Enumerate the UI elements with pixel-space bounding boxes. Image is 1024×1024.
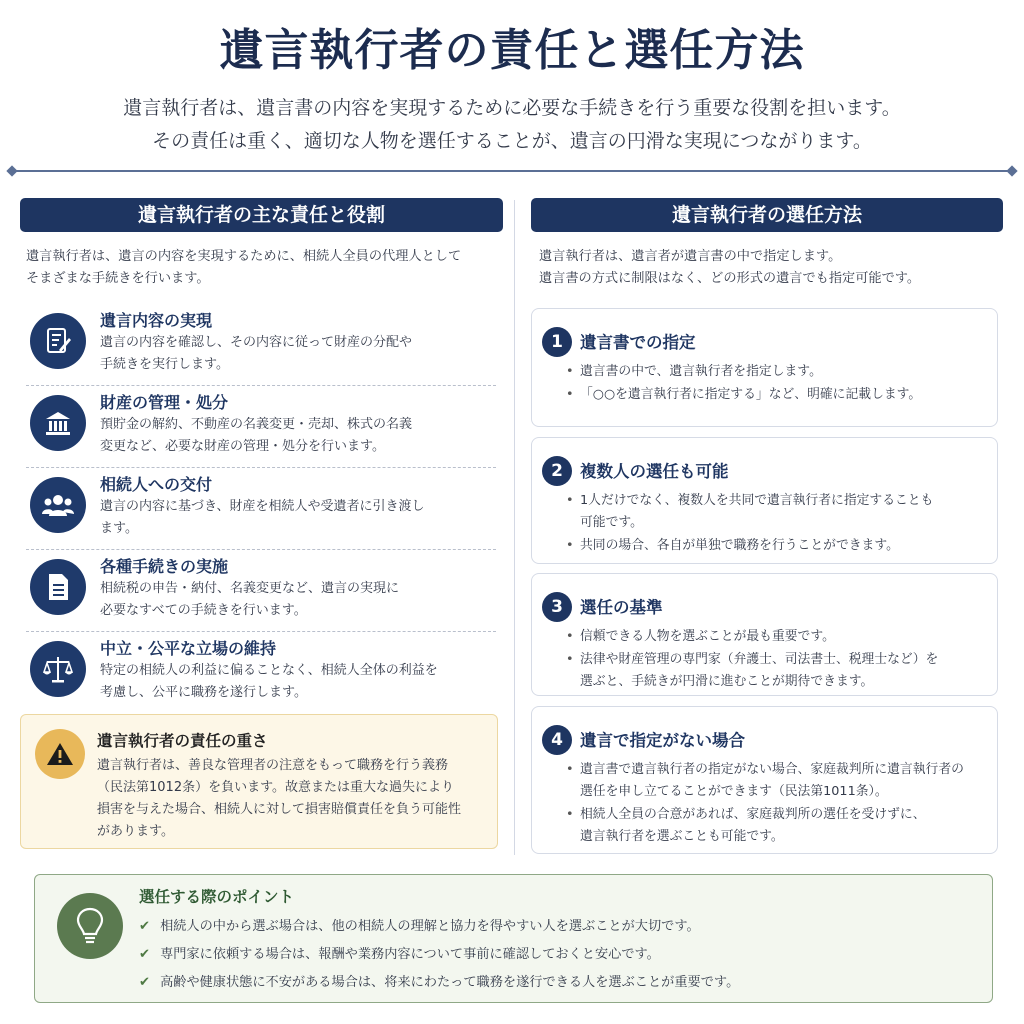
duty-description: 遺言の内容に基づき、財産を相続人や受遺者に引き渡し ます。 bbox=[100, 499, 425, 536]
right-section-intro: 遺言執行者は、遺言者が遺言書の中で指定します。 遺言書の方式に制限はなく、どの形式の遺言でも指定可能です。 bbox=[539, 249, 921, 286]
right-section-heading: 遺言執行者の選任方法 bbox=[531, 198, 1003, 232]
document-pen-icon bbox=[30, 313, 86, 369]
card-bullets bbox=[566, 361, 921, 407]
responsibility-warning-box bbox=[20, 714, 498, 849]
selection-card-4 bbox=[531, 706, 998, 854]
duty-description: 相続税の申告・納付、名義変更など、遺言の実現に 必要なすべての手続きを行います。 bbox=[100, 581, 400, 618]
check-icon: ✔ bbox=[139, 975, 151, 990]
duty-item-asset-management bbox=[26, 386, 496, 468]
tip-item: ✔ 専門家に依頼する場合は、報酬や業務内容について事前に確認しておくと安心です。 bbox=[139, 947, 660, 962]
duty-title: 各種手続きの実施 bbox=[100, 557, 229, 576]
lightbulb-icon bbox=[57, 893, 123, 959]
selection-card-2 bbox=[531, 437, 998, 564]
card-bullets bbox=[566, 490, 933, 558]
step-number-badge: 3 bbox=[542, 592, 572, 622]
header-divider bbox=[10, 170, 1014, 172]
bullet-item: • 法律や財産管理の専門家（弁護士、司法書士、税理士など）を 選ぶと、手続きが円滑に進むことが期待できます。 bbox=[566, 649, 938, 693]
bullet-item: • 信頼できる人物を選ぶことが最も重要です。 bbox=[566, 626, 938, 648]
check-icon: ✔ bbox=[139, 919, 151, 934]
check-icon: ✔ bbox=[139, 947, 151, 962]
selection-card-3 bbox=[531, 573, 998, 696]
warning-text: 遺言執行者は、善良な管理者の注意をもって職務を行う義務 （民法第1012条）を負います。故意または重大な過失により 損害を与えた場合、相続人に対して損害賠償責任を負う可能性 があります。 bbox=[97, 758, 462, 839]
duty-description: 特定の相続人の利益に偏ることなく、相続人全体の利益を 考慮し、公平に職務を遂行します。 bbox=[100, 663, 438, 700]
selection-tips-box bbox=[34, 874, 993, 1003]
duty-description: 遺言の内容を確認し、その内容に従って財産の分配や 手続きを実行します。 bbox=[100, 335, 413, 372]
people-group-icon bbox=[30, 477, 86, 533]
bullet-item: • 「○○を遺言執行者に指定する」など、明確に記載します。 bbox=[566, 384, 921, 406]
card-bullets bbox=[566, 626, 938, 694]
intro-line-1: 遺言執行者は、遺言書の内容を実現するために必要な手続きを行う重要な役割を担います。 bbox=[123, 97, 901, 119]
duty-item-realization bbox=[26, 304, 496, 386]
step-number-badge: 4 bbox=[542, 725, 572, 755]
step-number-badge: 2 bbox=[542, 456, 572, 486]
warning-icon bbox=[35, 729, 85, 779]
tips-title: 選任する際のポイント bbox=[139, 888, 295, 906]
scales-icon bbox=[30, 641, 86, 697]
selection-card-1 bbox=[531, 308, 998, 427]
duty-description: 預貯金の解約、不動産の名義変更・売却、株式の名義 変更など、必要な財産の管理・処分を行います。 bbox=[100, 417, 413, 454]
left-section-heading: 遺言執行者の主な責任と役割 bbox=[20, 198, 503, 232]
duty-title: 相続人への交付 bbox=[100, 475, 213, 494]
bullet-item: • 1人だけでなく、複数人を共同で遺言執行者に指定することも 可能です。 bbox=[566, 490, 933, 534]
card-title: 複数人の選任も可能 bbox=[580, 462, 729, 481]
duty-title: 中立・公平な立場の維持 bbox=[100, 639, 277, 658]
left-section-intro: 遺言執行者は、遺言の内容を実現するために、相続人全員の代理人として そまざまな手続きを行います。 bbox=[26, 249, 462, 286]
card-title: 遺言で指定がない場合 bbox=[580, 731, 745, 750]
card-title: 選任の基準 bbox=[580, 598, 663, 617]
bullet-item: • 共同の場合、各自が単独で職務を行うことができます。 bbox=[566, 535, 933, 557]
duty-title: 財産の管理・処分 bbox=[100, 393, 229, 412]
duty-item-delivery bbox=[26, 468, 496, 550]
duty-title: 遺言内容の実現 bbox=[100, 311, 213, 330]
warning-title: 遺言執行者の責任の重さ bbox=[97, 732, 268, 750]
bank-building-icon bbox=[30, 395, 86, 451]
step-number-badge: 1 bbox=[542, 327, 572, 357]
bullet-item: • 相続人全員の合意があれば、家庭裁判所の選任を受けずに、 遺言執行者を選ぶことも可能です。 bbox=[566, 804, 964, 848]
document-icon bbox=[30, 559, 86, 615]
bullet-item: • 遺言書で遺言執行者の指定がない場合、家庭裁判所に遺言執行者の 選任を申し立てることができます（民法第1011条）。 bbox=[566, 759, 964, 803]
tip-item: ✔ 相続人の中から選ぶ場合は、他の相続人の理解と協力を得やすい人を選ぶことが大切です。 bbox=[139, 919, 700, 934]
tip-item: ✔ 高齢や健康状態に不安がある場合は、将来にわたって職務を遂行できる人を選ぶことが重要です。 bbox=[139, 975, 740, 990]
intro-line-2: その責任は重く、適切な人物を選任することが、遺言の円滑な実現につながります。 bbox=[152, 130, 872, 152]
page-title: 遺言執行者の責任と選任方法 bbox=[219, 25, 805, 76]
duty-item-neutrality bbox=[26, 632, 496, 714]
column-divider bbox=[514, 200, 515, 855]
duty-item-procedures bbox=[26, 550, 496, 632]
card-bullets bbox=[566, 759, 964, 849]
bullet-item: • 遺言書の中で、遺言執行者を指定します。 bbox=[566, 361, 921, 383]
card-title: 遺言書での指定 bbox=[580, 333, 696, 352]
